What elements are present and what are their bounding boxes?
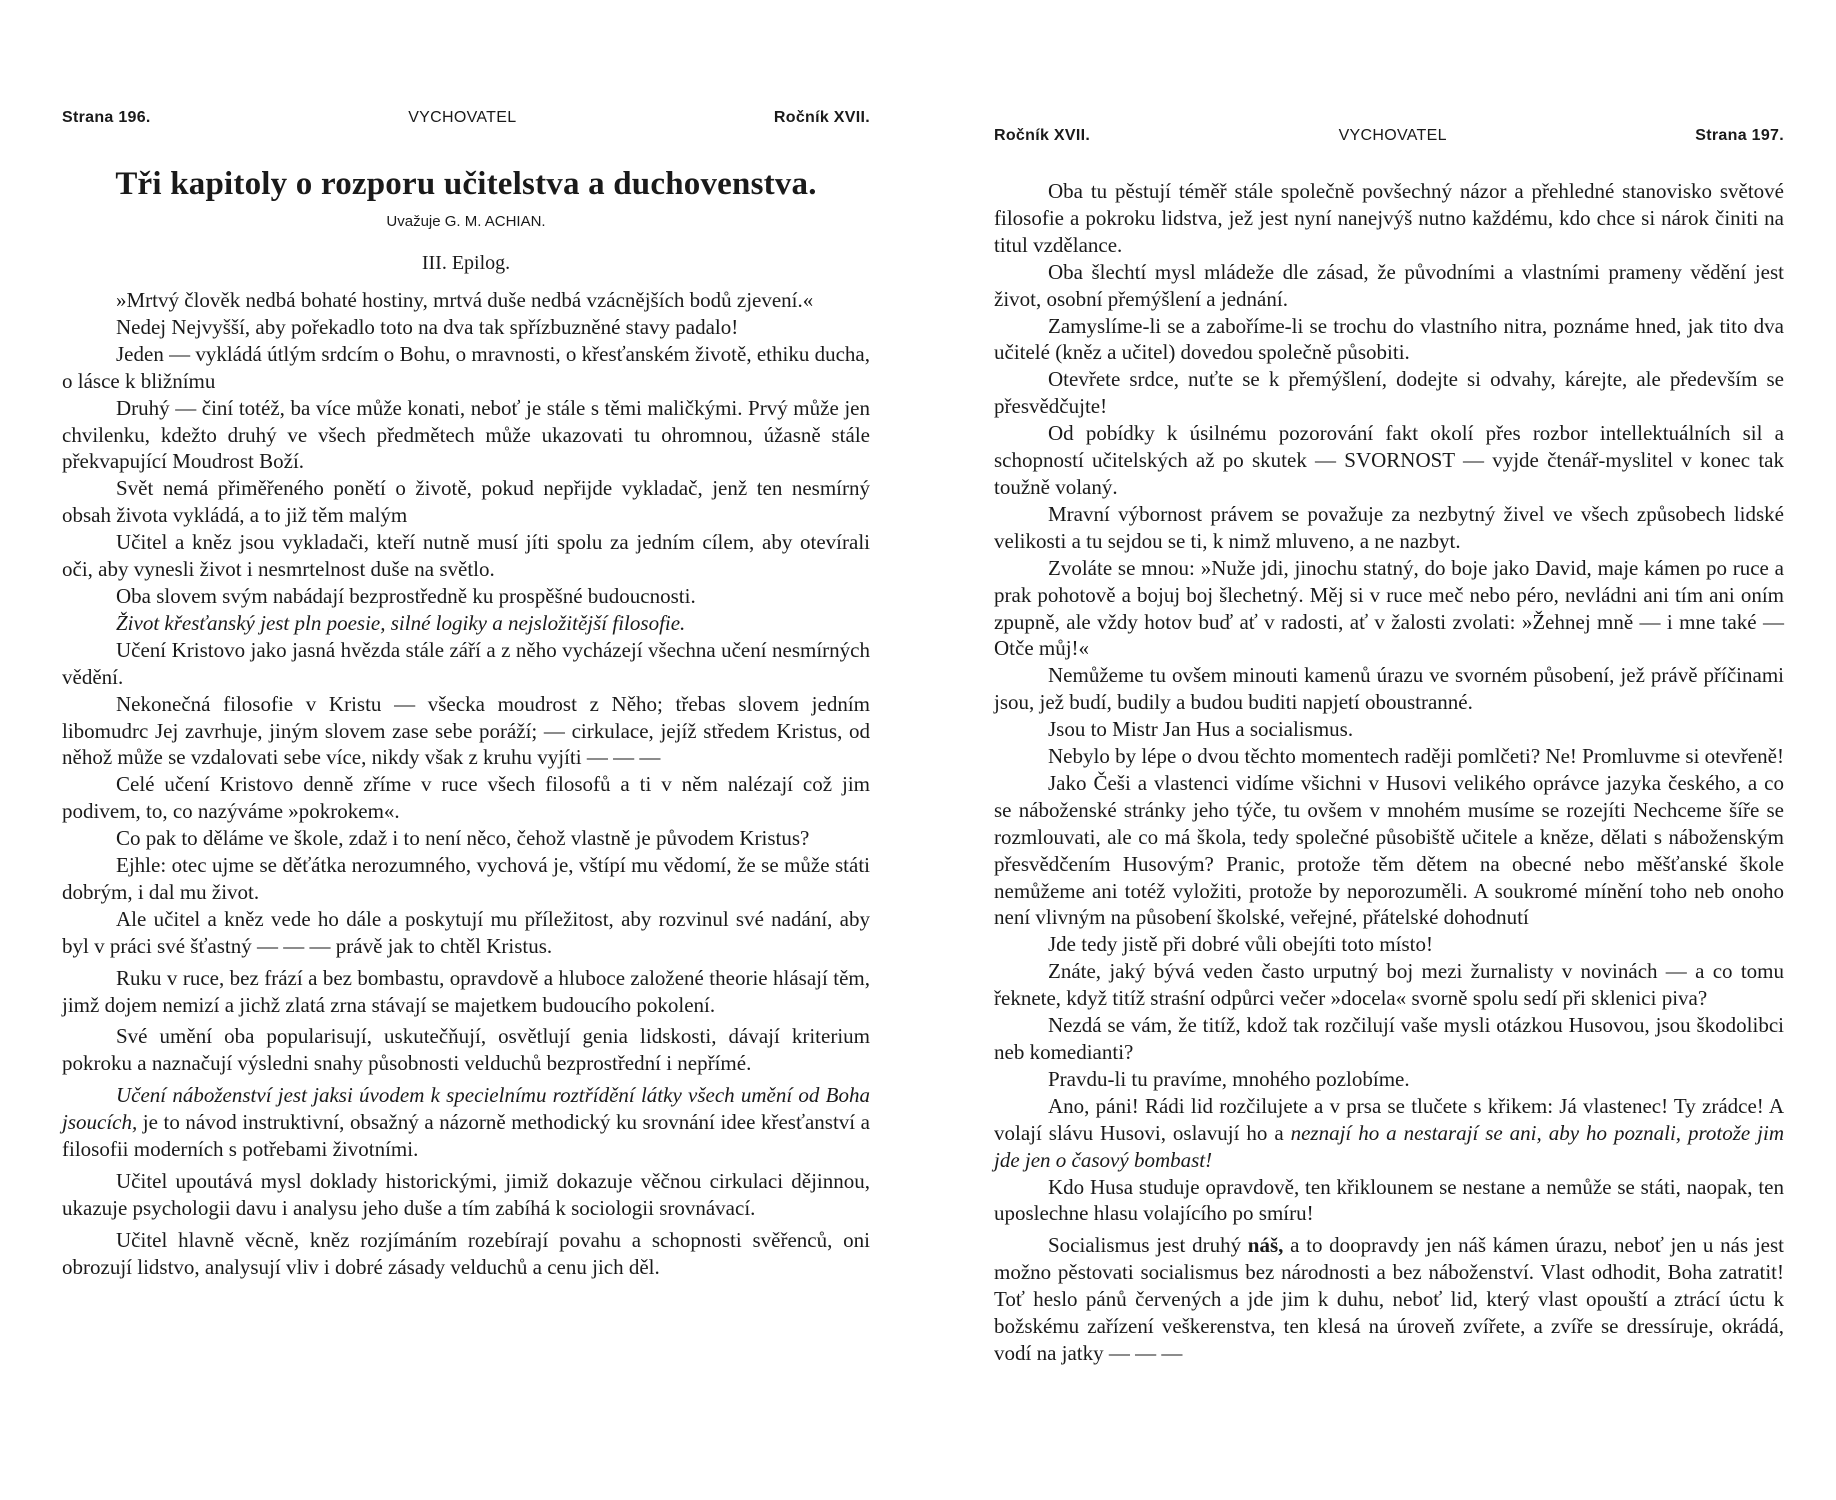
paragraph: Nekonečná filosofie v Kristu — všecka moudrost z Něho; třebas slovem jedním libomudrc Jej zavrhuje, jiným slovem zase sebe poráží; — cirkulace, jejíž středem Kristus, od něhož může se vzdalovati sebe více, nikdy však z kruhu vyjíti — — — [62,691,870,770]
paragraph: Učení Kristovo jako jasná hvězda stále září a z něho vycházejí všechna učení nesmírných vědění. [62,637,870,689]
right-body-text [994,178,1784,1367]
paragraph: »Mrtvý člověk nedbá bohaté hostiny, mrtvá duše nedbá vzácnějších bodů zjevení.« [116,288,814,312]
paragraph: Nemůžeme tu ovšem minouti kamenů úrazu ve svorném působení, jež právě příčinami jsou, jež budí, budily a budou buditi napjetí oboustranné. [994,663,1784,715]
paragraph: Nezdá se vám, že titíž, kdož tak rozčilují vaše mysli otázkou Husovou, jsou škodolibci neb komedianti? [994,1013,1784,1064]
paragraph: Jako Češi a vlastenci vidíme všichni v Husovi velikého oprávce jazyka českého, a co se náboženské stránky jeho týče, tu ovšem v mnohém musíme se rozejíti Nechceme šíře se rozmlouvati, ale co má škola, tedy společné působiště učitele a kněze, dělati s náboženským přesvědčením Husovým? Pranic, protože těm dětem na obecné nebo měšťanské škole nemůžeme ani totéž vyložiti, protože by neporozuměli. A soukromé mínění toho neb onoho není vlivným na působení školské, veřejné, přátelské dohodnutí [994,770,1784,930]
page-number: Strana 197. [1695,127,1784,144]
article-byline: Uvažuje G. M. ACHIAN. [386,213,546,230]
paragraph: Jsou to Mistr Jan Hus a socialismus. [1048,717,1354,742]
volume-label: Ročník XVII. [773,109,870,126]
paragraph [994,1232,1784,1367]
volume-label: Ročník XVII. [994,127,1091,144]
italic-phrase: neznají ho a nestarají se ani, aby ho poznali, protože jim jde jen o časový bombast! [994,1120,1784,1172]
paragraph: Zvoláte se mnou: »Nuže jdi, jinochu statný, do boje jako David, maje kámen po ruce a prak pohotově a bojuj boj šlechetný. Měj si v ruce meč nebo péro, nevládni ani tím ani oním zpupně, ale vždy hotov buď ať v radosti, ať v žalosti zvolati: »Žehnej mně — i mne také — Otče můj!« [994,555,1784,661]
paragraph: Otevřete srdce, nuťte se k přemýšlení, dodejte si odvahy, kárejte, ale především se přesvědčujte! [994,367,1784,419]
paragraph-text: Socialismus jest druhý [1048,1233,1242,1258]
paragraph: Jeden — vykládá útlým srdcím o Bohu, o mravnosti, o křesťanském životě, ethiku ducha, o lásce k bližnímu [62,341,870,393]
paragraph-continuation: je to návod instruktivní, obsažný a názorně methodický ku srovnání idee křesťanství a filosofii moderních s potřebami životními. [62,1110,870,1162]
paragraph: Celé učení Kristovo denně zříme v ruce všech filosofů a ti v něm nalézají což jim podivem, to, co nazýváme »pokrokem«. [62,772,870,824]
italic-phrase: Učení náboženství jest jaksi úvodem k specielnímu roztřídění látky všech umění od Boha jsoucích, [62,1083,870,1135]
paragraph: Oba slovem svým nabádají bezprostředně ku prospěšné budoucnosti. [116,583,696,608]
paragraph: Oba šlechtí mysl mládeže dle zásad, že původními a vlastními prameny vědění jest život, osobní přemýšlení a jednání. [994,259,1784,311]
journal-name: VYCHOVATEL [1338,127,1447,144]
paragraph: Ruku v ruce, bez frází a bez bombastu, opravdově a hluboce založené theorie hlásají těm, jimž dojem nemizí a jichž zlatá zrna stávají se majetkem budoucího pokolení. [62,965,870,1017]
paragraph: Učitel hlavně věcně, kněz rozjímáním rozebírají povahu a schopnosti svěřenců, oni obrozují lidstvo, analysují vliv i dobré zásady velduchů a cenu jich děl. [62,1227,870,1279]
paragraph [62,1082,870,1163]
paragraph: Učitel upoutává mysl doklady historickými, jimiž dokazuje věčnou cirkulaci dějinnou, ukazuje psychologii davu i analysu jeho duše a tím zabíhá k sociologii srovnávací. [62,1169,870,1220]
paragraph-continuation: a to doopravdy jen náš kámen úrazu, neboť jen u nás jest možno pěstovati socialismus bez národnosti a bez náboženství. Vlast odhodit, Boha zatratit! Toť heslo pánů červených a jde jim k duhu, neboť lid, který vlast opouští a ztrácí úctu k božskému zařízení veškerenstva, ten klesá na úroveň zvířete, a zvíře se dressíruje, okrádá, vodí na jatky — — — [994,1233,1784,1365]
paragraph: Nedej Nejvyšší, aby pořekadlo toto na dva tak spřízbuzněné stavy padalo! [116,314,739,339]
running-head-right-page [994,127,1784,145]
section-heading: III. Epilog. [421,252,511,274]
page-number: Strana 196. [62,109,151,126]
paragraph: Své umění oba popularisují, uskutečňují, osvětlují genia lidskosti, dávají kriterium pokroku a naznačují výsledni snahy působnosti velduchů bezprostřední i nepřímé. [62,1024,870,1076]
left-body-text [62,287,870,1281]
paragraph: Pravdu-li tu pravíme, mnohého pozlobíme. [1048,1066,1410,1091]
paragraph: Od pobídky k úsilnému pozorování fakt okolí přes rozbor intellektuálních sil a schopností učitelských až po skutek — SVORNOST — vyjde čtenář-myslitel v konec tak toužně volaný. [994,421,1784,499]
paragraph [994,1093,1784,1174]
paragraph: Druhý — činí totéž, ba více může konati, neboť je stále s těmi maličkými. Prvý může jen chvilenku, kdežto druhý ve všech předmětech může ukazovati tu ohromnou, úžasně stále překvapující Moudrost Boží. [62,395,870,474]
journal-name: VYCHOVATEL [408,109,517,126]
paragraph: Zamyslíme-li se a zaboříme-li se trochu do vlastního nitra, poznáme hned, jak tito dva učitelé (kněz a učitel) dovedou společně působiti. [994,313,1784,365]
running-head-left-page [62,109,870,127]
paragraph: Ejhle: otec ujme se děťátka nerozumného, vychová je, vštípí mu vědomí, že se může státi dobrým, i dal mu život. [62,853,870,904]
paragraph: Kdo Husa studuje opravdově, ten křiklounem se nestane a nemůže se státi, naopak, ten uposlechne hlasu volajícího po smíru! [994,1174,1784,1226]
paragraph: Znáte, jaký bývá veden často urputný boj mezi žurnalisty v novinách — a co tomu řeknete, když titíž straśní odpůrci večer »docela« svorně spolu sedí při sklenici piva? [994,959,1784,1011]
paragraph: Ale učitel a kněz vede ho dále a poskytují mu příležitost, aby rozvinul své nadání, aby byl v práci své šťastný — — — právě jak to chtěl Kristus. [62,906,870,958]
paragraph-text: Ano, páni! Rádi lid rozčilujete a v prsa se tlučete s křikem: Já vlastenec! Ty zrádce! A volají slávu Husovi, oslavují ho a [994,1093,1784,1145]
paragraph: Učitel a kněz jsou vykladači, kteří nutně musí jíti spolu za jedním cílem, aby otevírali oči, aby vynesli život i nesmrtelnost duše na světlo. [62,530,870,582]
paragraph: Nebylo by lépe o dvou těchto momentech raději pomlčeti? Ne! Promluvme si otevřeně! [1048,744,1784,769]
paragraph: Mravní výbornost právem se považuje za nezbytný živel ve všech způsobech lidské velikosti a tu sejdou se ti, k nimž mluveno, a ne nazbyt. [994,501,1784,553]
paragraph: Svět nemá přiměřeného ponětí o životě, pokud nepřijde vykladač, jenž ten nesmírný obsah života vykládá, a to již těm malým [62,476,870,528]
paragraph: Co pak to děláme ve škole, zdaž i to není něco, čehož vlastně je původem Kristus? [116,826,810,851]
bold-word: náš, [1247,1233,1284,1258]
italic-paragraph: Život křesťanský jest pln poesie, silné logiky a nejsložitější filosofie. [116,610,686,635]
paragraph: Jde tedy jistě při dobré vůli obejíti toto místo! [1048,932,1433,957]
article-title: Tři kapitoly o rozporu učitelstva a duchovenstva. [115,166,817,202]
paragraph: Oba tu pěstují téměř stále společně povšechný názor a přehledné stanovisko světové filosofie a pokroku lidstva, jež jest nyní nanejvýš nutno každému, kdo chce si nárok činiti na titul vzdělance. [994,179,1784,257]
